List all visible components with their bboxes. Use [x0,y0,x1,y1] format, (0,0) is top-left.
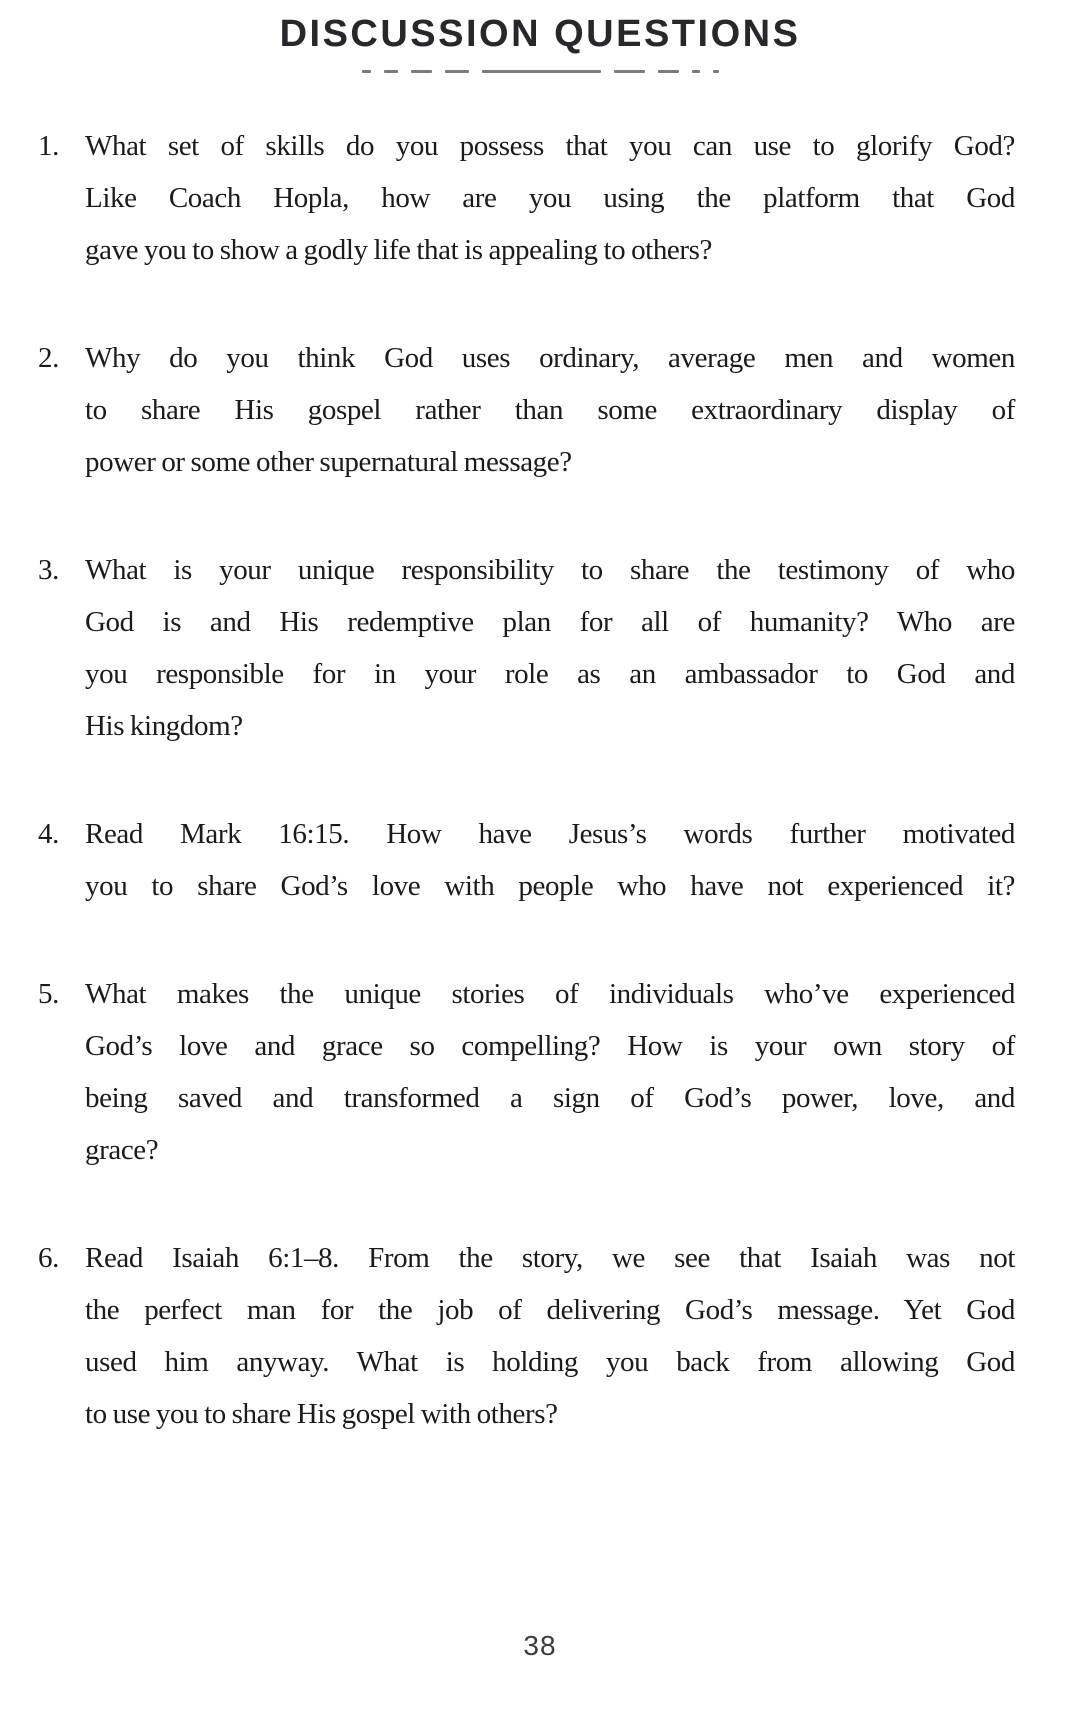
question-line: gave you to show a godly life that is appealing to others? [85,234,713,266]
divider-dash [482,70,601,73]
question-line: Like Coach Hopla, how are you using the platform that God [85,182,1015,214]
question-text [85,544,1015,752]
question-item-2 [38,332,1015,488]
question-line: you to share God’s love with people who have not experienced it? [85,870,1015,902]
question-line: Read Isaiah 6:1–8. From the story, we see that Isaiah was not [85,1242,1015,1274]
divider-dash [658,70,679,73]
question-text [85,808,1015,912]
question-text [85,332,1015,488]
question-number: 6. [38,1242,59,1274]
question-line: being saved and transformed a sign of God’s power, love, and [85,1082,1015,1114]
divider-dash [411,70,432,73]
divider-dash [692,70,700,73]
question-number: 1. [38,130,59,162]
question-line: to share His gospel rather than some extraordinary display of [85,394,1015,426]
question-text [85,120,1015,276]
divider-dash [384,70,398,73]
question-line: Why do you think God uses ordinary, average men and women [85,342,1015,374]
divider-dash [713,70,719,73]
question-item-5 [38,968,1015,1176]
question-line: you responsible for in your role as an ambassador to God and [85,658,1015,690]
decorative-dash-divider [0,69,1080,74]
question-line: What makes the unique stories of individuals who’ve experienced [85,978,1015,1010]
question-line: the perfect man for the job of delivering God’s message. Yet God [85,1294,1015,1326]
question-line: used him anyway. What is holding you back from allowing God [85,1346,1015,1378]
question-list [0,120,1080,1440]
question-line: power or some other supernatural message? [85,446,572,478]
question-text [85,968,1015,1176]
question-line: God is and His redemptive plan for all of humanity? Who are [85,606,1015,638]
question-item-4 [38,808,1015,912]
divider-dash [614,70,645,73]
question-line: Read Mark 16:15. How have Jesus’s words further motivated [85,818,1015,850]
question-line: His kingdom? [85,710,243,742]
question-line: God’s love and grace so compelling? How is your own story of [85,1030,1015,1062]
question-text [85,1232,1015,1440]
question-number: 4. [38,818,59,850]
question-item-6 [38,1232,1015,1440]
question-line: to use you to share His gospel with others? [85,1398,558,1430]
question-item-1 [38,120,1015,276]
page-title: DISCUSSION QUESTIONS [279,13,801,55]
page-number: 38 [523,1630,557,1661]
question-number: 2. [38,342,59,374]
question-line: What set of skills do you possess that you can use to glorify God? [85,130,1015,162]
divider-dash [445,70,469,73]
question-line: What is your unique responsibility to share the testimony of who [85,554,1015,586]
question-number: 3. [38,554,59,586]
question-item-3 [38,544,1015,752]
divider-dash [362,70,371,73]
question-line: grace? [85,1134,159,1166]
question-number: 5. [38,978,59,1010]
